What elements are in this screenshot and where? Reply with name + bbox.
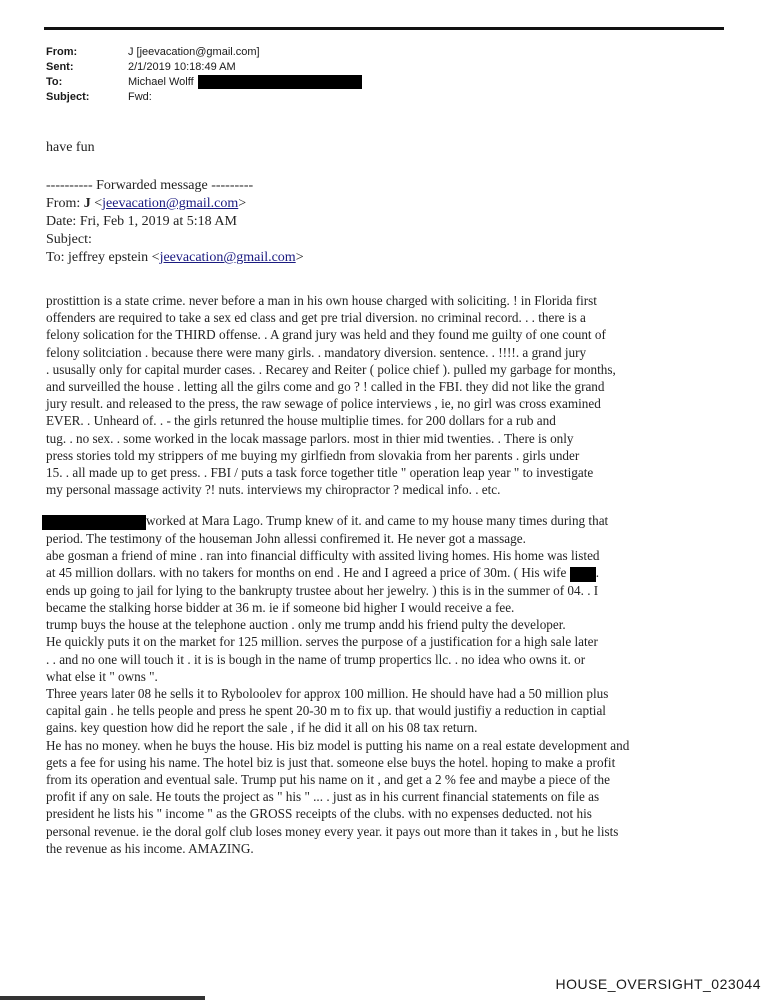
redaction-wife-name: [570, 567, 596, 582]
body-line: [46, 565, 599, 580]
paragraph-1: [46, 292, 736, 498]
greeting-text: have fun: [46, 140, 95, 155]
from-label: From:: [46, 46, 78, 58]
body-line: felony solitciation . because there were many girls. . mandatory diversion. sentence. . !!!!. a grand jury: [46, 344, 587, 360]
paragraph-2: [46, 512, 736, 857]
subject-value: Fwd:: [128, 91, 152, 103]
forwarded-block: [46, 177, 304, 267]
body-line: . ususally only for capital murder cases. . Recarey and Reiter ( police chief ). pulled my garbage for months,: [46, 361, 616, 377]
header-sent-row: [46, 60, 362, 75]
scan-edge-mark: [0, 996, 205, 1000]
body-line: president he lists his " income " as the GROSS receipts of the clubs. with no expenses deducted. not his: [46, 806, 592, 822]
body-line-text: at 45 million dollars. with no takers for months on end . He and I agreed a price of 30m. ( His wife: [46, 565, 567, 581]
body-line: abe gosman a friend of mine . ran into financial difficulty with assited living homes. His home was listed: [46, 548, 600, 564]
forward-subject-line: Subject:: [46, 232, 92, 247]
body-line: and surveilled the house . letting all the gilrs come and go ? ! called in the FBI. they did not like the grand: [46, 379, 605, 395]
forward-date-line: Date: Fri, Feb 1, 2019 at 5:18 AM: [46, 214, 237, 229]
body-line: the revenue as his income. AMAZING.: [46, 840, 254, 856]
header-from-row: [46, 45, 362, 60]
body-line: offenders are required to take a sex ed class and get pre trial diversion. no criminal record. . . there is a: [46, 310, 586, 326]
sent-value: 2/1/2019 10:18:49 AM: [128, 61, 236, 73]
forward-to-line: To: jeffrey epstein <jeevacation@gmail.com>: [46, 250, 304, 265]
body-line: period. The testimony of the houseman John allessi confiremed it. He never got a massage.: [46, 530, 526, 546]
header-to-row: [46, 75, 362, 90]
body-line: trump buys the house at the telephone auction . only me trump andd his friend pulty the developer.: [46, 617, 566, 633]
body-line: . . and no one will touch it . it is is bough in the name of trump propertics llc. . no idea who owns it. or: [46, 651, 586, 667]
body-line: He quickly puts it on the market for 125 million. serves the purpose of a justification for a high sale later: [46, 634, 598, 650]
email-header: [46, 45, 362, 105]
forward-from-label: From:: [46, 196, 84, 211]
bates-number: HOUSE_OVERSIGHT_023044: [555, 976, 761, 992]
body-line-text: worked at Mara Lago. Trump knew of it. and came to my house many times during that: [146, 513, 609, 529]
body-line: personal revenue. ie the doral golf club loses money every year. it pays out more than it takes in , but he lists: [46, 823, 619, 839]
to-label: To:: [46, 76, 63, 88]
forward-divider: ---------- Forwarded message ---------: [46, 178, 254, 193]
body-line: my personal massage activity ?! nuts. interviews my chiropractor ? medical info. . etc.: [46, 482, 501, 498]
body-line: Three years later 08 he sells it to Ryboloolev for approx 100 million. He should have had a 50 million plus: [46, 686, 609, 701]
subject-label: Subject:: [46, 91, 90, 103]
body-line: 15. . all made up to get press. . FBI / puts a task force together title " operation leap year " to investigate: [46, 465, 594, 481]
body-line: profit if any on sale. He touts the project as " his " ... . just as in his current financial statements on file as: [46, 789, 600, 805]
forward-from-line: From: J <jeevacation@gmail.com>: [46, 196, 247, 211]
redaction-to-email: [198, 75, 362, 89]
body-line: gains. key question how did he report the sale , if he did it all on his 08 tax return.: [46, 720, 478, 736]
body-line: became the stalking horse bidder at 36 m. ie if someone bid higher I would receive a fee.: [46, 599, 515, 615]
body-line: prostittion is a state crime. never before a man in his own house charged with soliciting. ! in Florida first: [46, 293, 597, 308]
forward-from-email-link[interactable]: jeevacation@gmail.com: [102, 196, 239, 211]
body-line-text: .: [595, 565, 600, 581]
header-subject-row: [46, 90, 362, 105]
body-line: what else it " owns ".: [46, 668, 158, 684]
redaction-name: [42, 515, 146, 530]
body-line: felony solication for the THIRD offense. . A grand jury was held and they found me guilty of one count of: [46, 327, 606, 343]
top-rule: [44, 27, 724, 30]
forward-from-name: J: [83, 196, 91, 211]
body-line: He has no money. when he buys the house. His biz model is putting his name on a real estate development and: [46, 737, 630, 753]
body-line: ends up going to jail for lying to the bankrupty trustee about her jewelry. ) this is in the summer of 04. . I: [46, 582, 599, 598]
body-line: EVER. . Unheard of. . - the girls retunred the house multiplie times. for 200 dollars for a rub and: [46, 413, 556, 429]
to-value: Michael Wolff: [128, 76, 194, 88]
message-body: [46, 292, 736, 871]
from-value: J [jeevacation@gmail.com]: [128, 46, 260, 58]
body-line: capital gain . he tells people and press he spent 20-30 m to fix up. that would justifiy a reduction in captial: [46, 703, 606, 719]
body-line: tug. . no sex. . some worked in the locak massage parlors. most in thier mid twenties. . There is only: [46, 430, 574, 446]
forward-to-prefix: To: jeffrey epstein: [46, 250, 152, 265]
body-line: gets a fee for using his name. The hotel biz is just that. someone else buys the hotel. hoping to make a profit: [46, 754, 616, 770]
sent-label: Sent:: [46, 61, 74, 73]
body-line: [46, 513, 608, 528]
forward-to-email-link[interactable]: jeevacation@gmail.com: [159, 250, 296, 265]
body-line: jury result. and released to the press, the raw sewage of police interviews , ie, no girl was cross examined: [46, 396, 601, 412]
body-line: from its operation and eventual sale. Trump put his name on it , and get a 2 % fee and maybe a piece of the: [46, 772, 610, 788]
body-line: press stories told my strippers of me buying my girlfiedn from slovakia from her parents . girls under: [46, 447, 580, 463]
